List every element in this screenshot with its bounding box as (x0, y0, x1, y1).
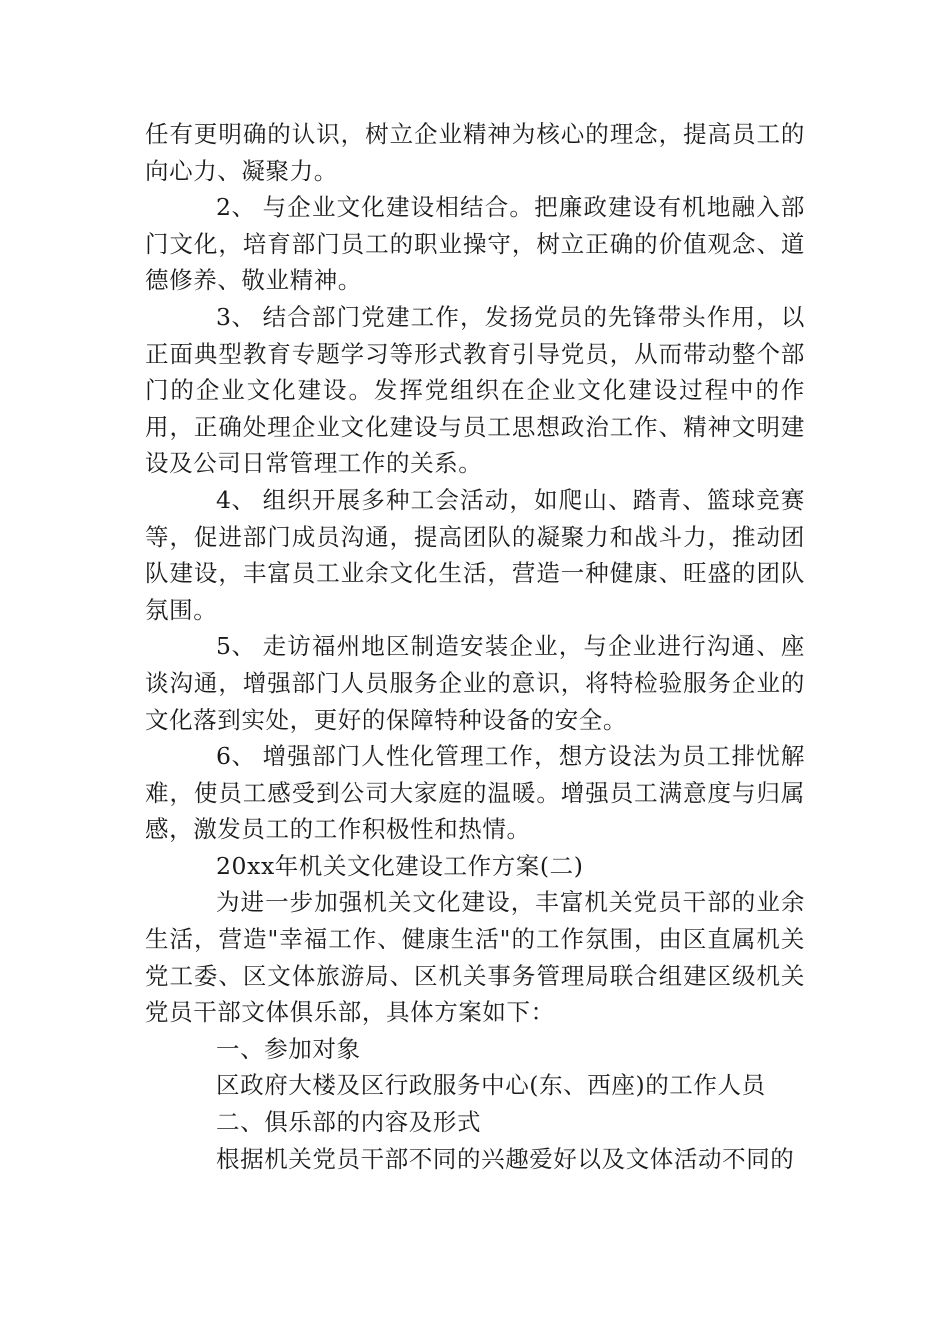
heading-participants: 一、参加对象 (216, 1034, 361, 1063)
item-number: 4、 (216, 485, 256, 514)
item-text: 走访福州地区制造安装企业，与企业进行沟通、座谈沟通，增强部门人员服务企业的意识，将特检验服务企业的文化落到实处，更好的保障特种设备的安全。 (145, 632, 805, 734)
paragraph-intro: 为进一步加强机关文化建设，丰富机关党员干部的业余生活，营造"幸福工作、健康生活"的工作氛围，由区直属机关党工委、区文体旅游局、区机关事务管理局联合组建区级机关党员干部文体俱乐部，具体方案如下： (145, 888, 805, 1027)
paragraph-continuation: 任有更明确的认识，树立企业精神为核心的理念，提高员工的向心力、凝聚力。 (145, 120, 805, 185)
document-body (145, 116, 805, 1177)
item-number: 5、 (216, 632, 256, 661)
item-text: 增强部门人性化管理工作，想方设法为员工排忧解难，使员工感受到公司大家庭的温暖。增强员工满意度与归属感，激发员工的工作积极性和热情。 (145, 742, 805, 844)
paragraph-item-2 (145, 189, 805, 299)
paragraph-item-3 (145, 299, 805, 482)
paragraph-item-6 (145, 738, 805, 848)
paragraph-item-4 (145, 482, 805, 628)
item-number: 6、 (216, 742, 256, 771)
item-text: 结合部门党建工作，发扬党员的先锋带头作用，以正面典型教育专题学习等形式教育引导党员，从而带动整个部门的企业文化建设。发挥党组织在企业文化建设过程中的作用，正确处理企业文化建设与员工思想政治工作、精神文明建设及公司日常管理工作的关系。 (145, 302, 805, 478)
paragraph-club-content: 根据机关党员干部不同的兴趣爱好以及文体活动不同的 (216, 1144, 795, 1173)
item-text: 组织开展多种工会活动，如爬山、踏青、篮球竞赛等，促进部门成员沟通，提高团队的凝聚力和战斗力，推动团队建设，丰富员工业余文化生活，营造一种健康、旺盛的团队氛围。 (145, 485, 805, 624)
item-number: 3、 (216, 302, 256, 331)
paragraph-participants: 区政府大楼及区行政服务中心(东、西座)的工作人员 (216, 1071, 766, 1100)
paragraph-item-5 (145, 628, 805, 738)
heading-club-content: 二、俱乐部的内容及形式 (216, 1108, 482, 1137)
section-title: 20xx年机关文化建设工作方案(二) (216, 851, 584, 880)
item-number: 2、 (216, 193, 256, 222)
item-text: 与企业文化建设相结合。把廉政建设有机地融入部门文化，培育部门员工的职业操守，树立正确的价值观念、道德修养、敬业精神。 (145, 193, 805, 295)
